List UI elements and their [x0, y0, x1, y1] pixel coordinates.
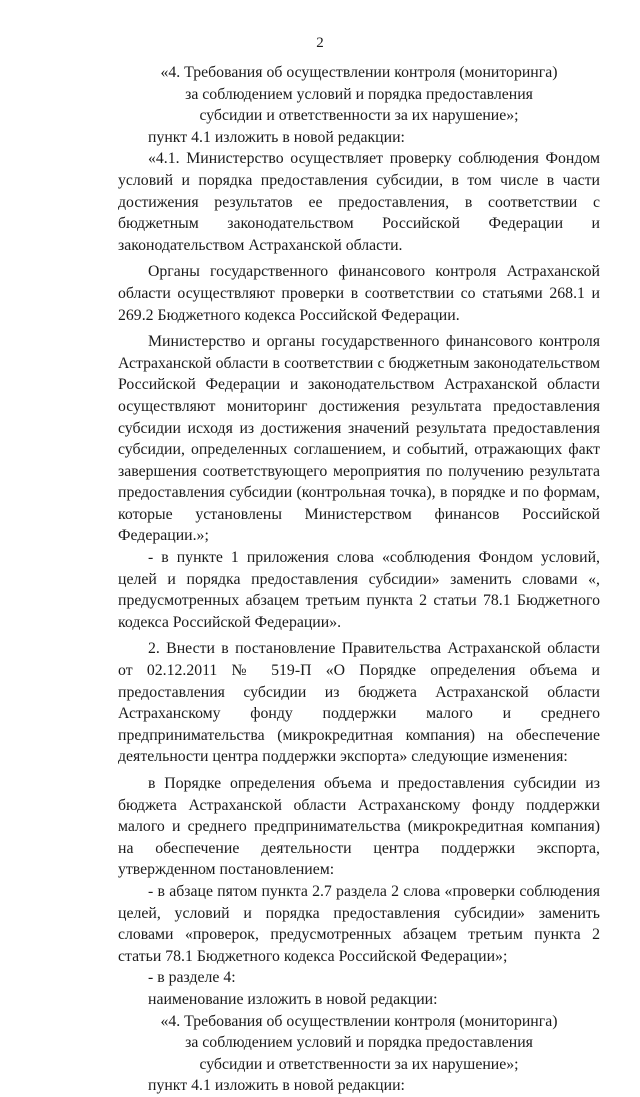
section-heading-bottom [118, 1011, 600, 1076]
paragraph-monitoring: Министерство и органы государственного финансового контроля Астраханской области в соответствии с бюджетным законодательством Российской Федерации и законодательством Астраханской области осуществляют мониторинг достижения результата предоставления субсидии исходя из достижения значений результата предоставления субсидии, определенных соглашением, и событий, отражающих факт завершения соответствующего мероприятия по получению результата предоставления субсидии (контрольная точка), в порядке и по формам, которые установлены Министерством финансов Российской Федерации.»; [118, 333, 600, 545]
section-heading-top [118, 62, 600, 127]
heading-line: субсидии и ответственности за их нарушение»; [199, 107, 519, 125]
paragraph-financial-control: Органы государственного финансового контроля Астраханской области осуществляют проверки в соответствии со статьями 268.1 и 269.2 Бюджетного кодекса Российской Федерации. [118, 263, 600, 324]
heading-line: субсидии и ответственности за их нарушение»; [199, 1055, 519, 1073]
paragraph-title-change: наименование изложить в новой редакции: [148, 990, 438, 1008]
paragraph-procedure: в Порядке определения объема и предоставления субсидии из бюджета Астраханской области Астраханскому фонду поддержки малого и среднего предпринимательства (микрокредитная компания) на обеспечение деятельности центра поддержки экспорта, утвержденном постановлением: [118, 775, 600, 879]
paragraph-instruction: пункт 4.1 изложить в новой редакции: [148, 128, 405, 146]
paragraph-instruction-final: пункт 4.1 изложить в новой редакции: [148, 1077, 405, 1095]
paragraph-appendix-change: - в пункте 1 приложения слова «соблюдения Фондом условий, целей и порядка предоставления субсидии» заменить словами «, предусмотренных абзацем третьим пункта 2 статьи 78.1 Бюджетного кодекса Российской Федерации». [118, 549, 600, 631]
document-body [118, 62, 600, 1097]
heading-line: «4. Требования об осуществлении контроля (мониторинга) [160, 1012, 558, 1030]
paragraph-section-2-change: - в абзаце пятом пункта 2.7 раздела 2 слова «проверки соблюдения целей, условий и порядка предоставления субсидии» заменить словами «проверок, предусмотренных абзацем третьим пункта 2 статьи 78.1 Бюджетного кодекса Российской Федерации»; [118, 882, 600, 965]
paragraph-clause-4-1: «4.1. Министерство осуществляет проверку соблюдения Фондом условий и порядка предоставления субсидии, в том числе в части достижения результатов ее предоставления, в соответствии с бюджетным законодательством Российской Федерации и законодательством Астраханской области. [118, 150, 600, 254]
heading-line: за соблюдением условий и порядка предоставления [185, 1034, 533, 1052]
heading-line: за соблюдением условий и порядка предоставления [185, 85, 533, 103]
paragraph-section-4: - в разделе 4: [148, 969, 236, 987]
heading-line: «4. Требования об осуществлении контроля (мониторинга) [160, 64, 558, 81]
page-number: 2 [316, 35, 324, 51]
paragraph-amendment-2: 2. Внести в постановление Правительства Астраханской области от 02.12.2011 № 519-П «О Порядке определения объема и предоставления субсидии из бюджета Астраханской области Астраханскому фонду поддержки малого и среднего предпринимательства (микрокредитная компания) на обеспечение деятельности центра поддержки экспорта» следующие изменения: [118, 640, 600, 766]
